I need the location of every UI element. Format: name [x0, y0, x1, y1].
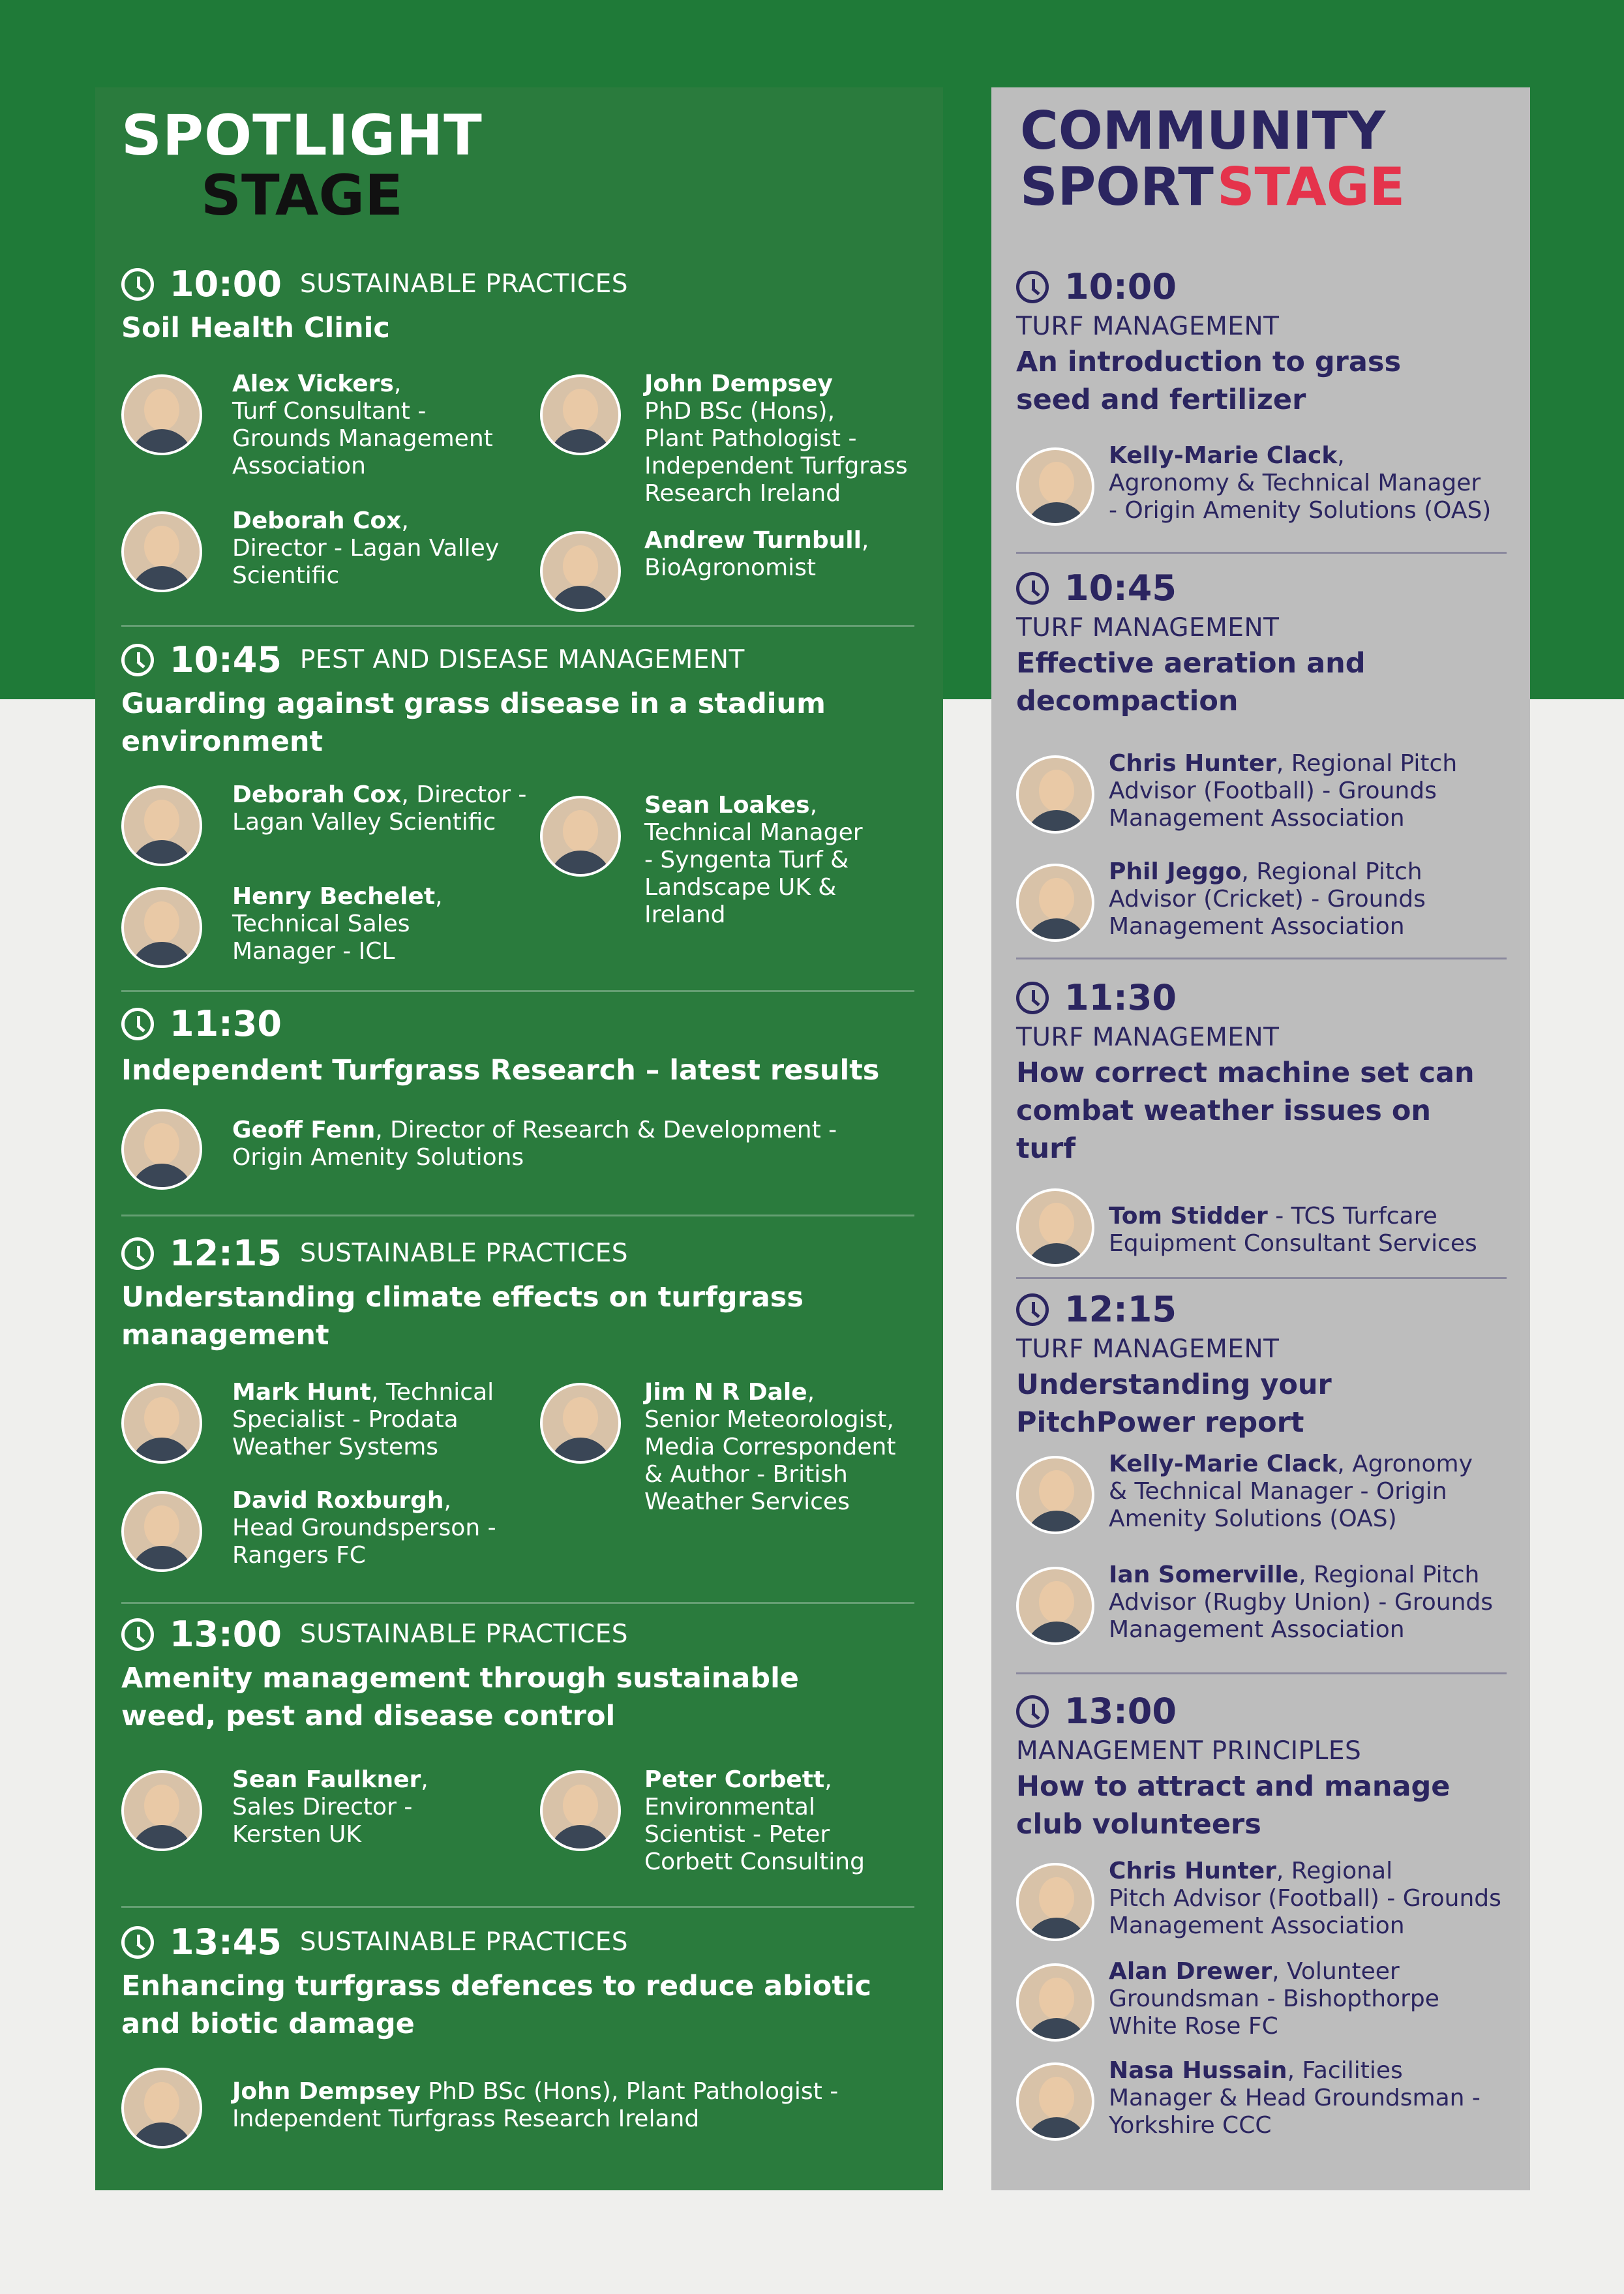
speaker-name: Henry Bechelet: [232, 883, 436, 910]
speaker-photo: [540, 531, 621, 612]
speaker-role: Sales Director -: [232, 1794, 413, 1820]
speaker-role: , Director of Research & Development -: [375, 1117, 837, 1143]
clock-icon: [121, 268, 154, 301]
speaker-role: , Facilities: [1287, 2057, 1403, 2084]
speaker-role: PhD BSc (Hons), Plant Pathologist -: [420, 2078, 839, 2105]
speaker-role: Specialist - Prodata: [232, 1406, 459, 1433]
speaker-role: - Origin Amenity Solutions (OAS): [1109, 497, 1492, 524]
clock-icon: [121, 1237, 154, 1270]
clock-icon: [1016, 1695, 1049, 1728]
speaker-role: & Author - British: [644, 1461, 848, 1488]
session-spotlight-1130: [121, 1003, 914, 1089]
spotlight-stage-panel: SPOTLIGHT STAGE 10:00 SUSTAINABLE PRACTICES Soil Health Clinic Alex Vickers, Turf Consultant - Grounds Management Association John Dempsey PhD BSc (Hons), Plant Pathologist - Independent Turfgrass Research Ireland Deborah Cox, Director - Lagan Valley Scientific Andrew Turnbull, BioAgronomist 10:45 PEST AND DISEASE MANAGEMENT Guarding against grass disease in a stadium environment Deborah Cox, Director - Lagan Valley Scientific Sean Loakes, Technical Manager - Syngenta Turf & Landscape UK & Ireland Henry Bechelet, Technical Sales Manager - ICL 11:30 Independent Turfgrass Research – latest results Geoff Fenn, Director of Research & Development - Origin Amenity Solutions 12:15 SUSTAINABLE PRACTICES Understanding climate effects on turfgrass management Mark Hunt, Technical Specialist - Prodata Weather Systems Jim N R Dale, Senior Meteorologist, Media Correspondent & Author - British Weather Services David Roxburgh, Head Groundsperson - Rangers FC 13:00 SUSTAINABLE PRACTICES Amenity management through sustainable weed, pest and disease control Sean Faulkner, Sales Director - Kersten UK Peter Corbett, Environmental Scientist - Peter Corbett Consulting 13:45 SUSTAINABLE PRACTICES Enhancing turfgrass defences to reduce abiotic and biotic damage John Dempsey PhD BSc (Hons), Plant Pathologist - Independent Turfgrass Research Ireland: [95, 87, 943, 2190]
speaker-role: , Agronomy: [1337, 1451, 1473, 1477]
session-title: Understanding climate effects on turfgrass: [121, 1281, 804, 1314]
speaker-role: Independent Turfgrass: [644, 453, 908, 479]
speaker-photo: [1016, 1456, 1094, 1534]
session-community-1300: [1016, 1691, 1507, 1843]
session-track: MANAGEMENT PRINCIPLES: [1016, 1736, 1362, 1766]
session-title: An introduction to grass: [1016, 346, 1402, 378]
speaker-photo: [1016, 864, 1094, 942]
speaker-role: Independent Turfgrass Research Ireland: [232, 2105, 700, 2132]
speaker-role: , Regional Pitch: [1276, 750, 1458, 777]
speaker-photo: [1016, 1188, 1094, 1267]
speaker-photo: [540, 374, 621, 455]
speaker-role: Origin Amenity Solutions: [232, 1144, 524, 1171]
speaker-name: Geoff Fenn: [232, 1117, 376, 1143]
session-title: turf: [1016, 1132, 1076, 1165]
clock-icon: [1016, 572, 1049, 605]
speaker-name: Ian Somerville: [1109, 1562, 1299, 1588]
speaker-role: Director - Lagan Valley: [232, 535, 500, 562]
speaker-name: Tom Stidder: [1109, 1203, 1268, 1230]
speaker-photo: [1016, 755, 1094, 834]
speaker-role: Weather Services: [644, 1488, 850, 1515]
session-title: Soil Health Clinic: [121, 312, 390, 344]
session-community-1215: [1016, 1289, 1507, 1441]
speaker-photo: [121, 374, 202, 455]
clock-icon: [1016, 271, 1049, 303]
clock-icon: [121, 644, 154, 676]
session-title: How correct machine set can: [1016, 1057, 1475, 1089]
session-track: SUSTAINABLE PRACTICES: [299, 1927, 629, 1957]
session-spotlight-1000: [121, 264, 914, 347]
community-stage-logo: [1020, 100, 1406, 217]
speaker-name: Andrew Turnbull: [644, 527, 862, 554]
session-time: 10:45: [1064, 567, 1177, 609]
session-title: management: [121, 1319, 329, 1351]
speaker-role: Lagan Valley Scientific: [232, 809, 496, 836]
clock-icon: [121, 1008, 154, 1040]
session-title: Guarding against grass disease in a stadium: [121, 687, 826, 720]
speaker-role: Management Association: [1109, 913, 1405, 940]
speaker-name: Phil Jeggo: [1109, 858, 1242, 885]
speaker-photo: [1016, 2062, 1094, 2141]
session-title: Amenity management through sustainable: [121, 1662, 799, 1695]
session-title: Independent Turfgrass Research – latest results: [121, 1054, 880, 1087]
clock-icon: [1016, 1293, 1049, 1326]
brand-line-2b: STAGE: [1216, 157, 1406, 217]
speaker-role: , Regional: [1276, 1858, 1393, 1884]
speaker-role: Rangers FC: [232, 1542, 366, 1569]
speaker-role: Scientist - Peter: [644, 1821, 830, 1848]
speaker-role: Senior Meteorologist,: [644, 1406, 894, 1433]
speaker-photo: [1016, 1863, 1094, 1941]
speaker-name: Kelly-Marie Clack: [1109, 442, 1338, 469]
session-community-1045: [1016, 567, 1507, 720]
speaker-photo: [121, 2068, 202, 2149]
session-track: TURF MANAGEMENT: [1016, 312, 1280, 341]
session-divider: [121, 1215, 914, 1216]
speaker-photo: [121, 1109, 202, 1190]
session-spotlight-1300: [121, 1614, 914, 1735]
session-track: TURF MANAGEMENT: [1016, 1023, 1280, 1052]
speaker-role: BioAgronomist: [644, 554, 817, 581]
speaker-role: Yorkshire CCC: [1109, 2112, 1272, 2139]
speaker-name: Jim N R Dale: [644, 1379, 807, 1406]
speaker-photo: [540, 1383, 621, 1464]
speaker-name: Chris Hunter: [1109, 750, 1276, 777]
speaker-role: Kersten UK: [232, 1821, 361, 1848]
session-track: SUSTAINABLE PRACTICES: [299, 1620, 629, 1649]
speaker-role: Agronomy & Technical Manager: [1109, 470, 1481, 496]
speaker-role: Landscape UK &: [644, 874, 837, 901]
speaker-role: Advisor (Cricket) - Grounds: [1109, 886, 1426, 913]
session-track: SUSTAINABLE PRACTICES: [299, 269, 629, 299]
session-track: TURF MANAGEMENT: [1016, 613, 1280, 642]
spotlight-stage-logo: [121, 103, 483, 228]
speaker-photo: [121, 1491, 202, 1572]
session-title: PitchPower report: [1016, 1406, 1304, 1439]
speaker-name: Kelly-Marie Clack: [1109, 1451, 1338, 1477]
speaker-role: Amenity Solutions (OAS): [1109, 1505, 1397, 1532]
session-spotlight-1345: [121, 1922, 914, 2043]
session-time: 10:45: [170, 639, 282, 680]
speaker-role: Ireland: [644, 901, 726, 928]
speaker-photo: [1016, 447, 1094, 526]
speaker-name: Alex Vickers: [232, 370, 394, 397]
speaker-photo: [121, 511, 202, 592]
session-title: weed, pest and disease control: [121, 1700, 616, 1732]
speaker-role: Media Correspondent: [644, 1434, 896, 1460]
speaker-name: Sean Faulkner: [232, 1766, 421, 1793]
speaker-name: Deborah Cox: [232, 507, 402, 534]
session-divider: [121, 625, 914, 627]
session-time: 10:00: [1064, 266, 1177, 307]
session-divider: [121, 1906, 914, 1908]
brand-line-1: SPOTLIGHT: [121, 103, 483, 168]
session-divider: [1016, 1277, 1507, 1279]
speaker-name: David Roxburgh: [232, 1487, 444, 1514]
session-community-1000: [1016, 266, 1507, 419]
speaker-role: Management Association: [1109, 1912, 1405, 1939]
brand-line-1: COMMUNITY: [1020, 100, 1386, 161]
session-time: 13:00: [170, 1614, 282, 1655]
speaker-role: Pitch Advisor (Football) - Grounds: [1109, 1885, 1501, 1912]
session-time: 10:00: [170, 264, 282, 305]
speaker-photo: [121, 1770, 202, 1851]
brand-line-2: STAGE: [201, 163, 403, 228]
speaker-role: Environmental: [644, 1794, 815, 1820]
session-title: decompaction: [1016, 685, 1239, 717]
speaker-name: John Dempsey: [232, 2078, 421, 2105]
session-track: SUSTAINABLE PRACTICES: [299, 1239, 629, 1268]
speaker-role: , Director -: [401, 781, 527, 808]
session-spotlight-1045: [121, 639, 914, 761]
speaker-name: John Dempsey: [644, 370, 833, 397]
speaker-role: White Rose FC: [1109, 2013, 1278, 2040]
session-title: environment: [121, 725, 323, 758]
speaker-role: Plant Pathologist -: [644, 425, 857, 452]
speaker-role: Manager & Head Groundsman -: [1109, 2085, 1481, 2111]
session-time: 11:30: [170, 1003, 282, 1044]
speaker-role: , Regional Pitch: [1299, 1562, 1480, 1588]
speaker-photo: [121, 1383, 202, 1464]
speaker-role: Association: [232, 453, 366, 479]
speaker-name: Sean Loakes: [644, 792, 810, 819]
speaker-role: Turf Consultant -: [232, 398, 427, 425]
speaker-name: Peter Corbett: [644, 1766, 825, 1793]
speaker-role: Advisor (Rugby Union) - Grounds: [1109, 1589, 1493, 1616]
session-divider: [121, 990, 914, 992]
session-title: How to attract and manage: [1016, 1770, 1451, 1803]
session-title: seed and fertilizer: [1016, 384, 1306, 416]
speaker-photo: [121, 887, 202, 968]
session-time: 12:15: [1064, 1289, 1177, 1330]
speaker-role: - TCS Turfcare: [1267, 1203, 1437, 1230]
speaker-role: Scientific: [232, 562, 340, 589]
community-sport-stage-panel: COMMUNITY SPORT STAGE 10:00 TURF MANAGEMENT An introduction to grass seed and fertilizer Kelly-Marie Clack, Agronomy & Technical Manager - Origin Amenity Solutions (OAS) 10:45 TURF MANAGEMENT Effective aeration and decompaction Chris Hunter, Regional Pitch Advisor (Football) - Grounds Management Association Phil Jeggo, Regional Pitch Advisor (Cricket) - Grounds Management Association 11:30 TURF MANAGEMENT How correct machine set can combat weather issues on turf Tom Stidder - TCS Turfcare Equipment Consultant Services 12:15 TURF MANAGEMENT Understanding your PitchPower report Kelly-Marie Clack, Agronomy & Technical Manager - Origin Amenity Solutions (OAS) Ian Somerville, Regional Pitch Advisor (Rugby Union) - Grounds Management Association 13:00 MANAGEMENT PRINCIPLES How to attract and manage club volunteers Chris Hunter, Regional Pitch Advisor (Football) - Grounds Management Association Alan Drewer, Volunteer Groundsman - Bishopthorpe White Rose FC Nasa Hussain, Facilities Manager & Head Groundsman - Yorkshire CCC: [991, 87, 1530, 2190]
speaker-name: Deborah Cox: [232, 781, 402, 808]
speaker-role: Equipment Consultant Services: [1109, 1230, 1477, 1257]
session-divider: [121, 1602, 914, 1604]
speaker-photo: [1016, 1567, 1094, 1645]
speaker-photo: [1016, 1963, 1094, 2042]
session-track: TURF MANAGEMENT: [1016, 1335, 1280, 1364]
speaker-name: Nasa Hussain: [1109, 2057, 1287, 2084]
speaker-photo: [121, 785, 202, 866]
speaker-role: Research Ireland: [644, 480, 841, 507]
clock-icon: [121, 1926, 154, 1959]
session-title: and biotic damage: [121, 2008, 415, 2040]
session-divider: [1016, 552, 1507, 554]
speaker-role: Advisor (Football) - Grounds: [1109, 777, 1437, 804]
session-time: 12:15: [170, 1233, 282, 1274]
speaker-name: Chris Hunter: [1109, 1858, 1276, 1884]
speaker-name: Mark Hunt: [232, 1379, 371, 1406]
session-time: 13:00: [1064, 1691, 1177, 1732]
speaker-role: & Technical Manager - Origin: [1109, 1478, 1447, 1505]
speaker-role: , Volunteer: [1272, 1958, 1400, 1985]
session-title: club volunteers: [1016, 1808, 1261, 1841]
speaker-role: Technical Manager: [644, 819, 863, 846]
session-title: Enhancing turfgrass defences to reduce abiotic: [121, 1970, 872, 2002]
session-track: PEST AND DISEASE MANAGEMENT: [299, 645, 745, 674]
speaker-photo: [540, 796, 621, 877]
session-title: Effective aeration and: [1016, 647, 1366, 680]
session-title: Understanding your: [1016, 1368, 1332, 1401]
clock-icon: [121, 1618, 154, 1651]
speaker-role: Grounds Management: [232, 425, 493, 452]
speaker-role: Management Association: [1109, 805, 1405, 832]
session-spotlight-1215: [121, 1233, 914, 1354]
speaker-name: Alan Drewer: [1109, 1958, 1272, 1985]
speaker-role: PhD BSc (Hons),: [644, 398, 835, 425]
session-community-1130: [1016, 977, 1507, 1168]
clock-icon: [1016, 982, 1049, 1014]
speaker-role: Corbett Consulting: [644, 1849, 865, 1875]
speaker-role: Management Association: [1109, 1616, 1405, 1643]
session-time: 13:45: [170, 1922, 282, 1963]
session-divider: [1016, 1672, 1507, 1674]
speaker-role: , Regional Pitch: [1241, 858, 1422, 885]
brand-line-2a: SPORT: [1020, 157, 1214, 217]
speaker-role: - Syngenta Turf &: [644, 847, 849, 873]
session-divider: [1016, 958, 1507, 959]
session-title: combat weather issues on: [1016, 1094, 1431, 1127]
speaker-role: Technical Sales: [232, 911, 410, 937]
session-time: 11:30: [1064, 977, 1177, 1018]
speaker-role: Manager - ICL: [232, 938, 395, 965]
speaker-role: Weather Systems: [232, 1434, 439, 1460]
speaker-role: Head Groundsperson -: [232, 1515, 496, 1541]
speaker-role: Groundsman - Bishopthorpe: [1109, 1985, 1439, 2012]
speaker-role: , Technical: [370, 1379, 494, 1406]
speaker-photo: [540, 1770, 621, 1851]
